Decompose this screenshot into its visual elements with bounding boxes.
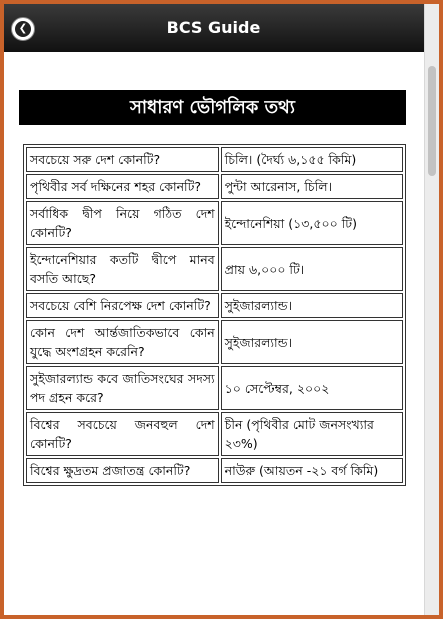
table-row — [26, 320, 403, 364]
question-cell: সবচেয়ে বেশি নিরপেক্ষ দেশ কোনটি? — [26, 293, 219, 318]
answer-cell: ১০ সেপ্টেম্বর, ২০০২ — [221, 366, 403, 410]
top-bar — [4, 4, 439, 52]
table-row — [26, 366, 403, 410]
answer-cell: সুইজারল্যান্ড। — [221, 293, 403, 318]
question-cell: পৃথিবীর সর্ব দক্ষিনের শহর কোনটি? — [26, 174, 219, 199]
question-cell: ইন্দোনেশিয়ার কতটি দ্বীপে মানব বসতি আছে? — [26, 247, 219, 291]
table-row — [26, 247, 403, 291]
answer-cell: ইন্দোনেশিয়া (১৩,৫০০ টি) — [221, 201, 403, 245]
app-title: BCS Guide — [166, 18, 261, 37]
table-row — [26, 147, 403, 172]
question-cell: বিশ্বের ক্ষুদ্রতম প্রজাতন্ত্র কোনটি? — [26, 458, 219, 483]
question-cell: সবচেয়ে সরু দেশ কোনটি? — [26, 147, 219, 172]
table-row — [26, 412, 403, 456]
table-row — [26, 174, 403, 199]
answer-cell: সুইজারল্যান্ড। — [221, 320, 403, 364]
chevron-left-icon: ❮ — [15, 21, 31, 37]
question-cell: সুইজারল্যান্ড কবে জাতিসংঘের সদস্য পদ গ্রহন করে? — [26, 366, 219, 410]
answer-cell: চীন (পৃথিবীর মোট জনসংখ্যার ২৩%) — [221, 412, 403, 456]
facts-table — [23, 144, 406, 486]
scroll-thumb[interactable] — [428, 66, 436, 176]
section-heading: সাধারণ ভৌগলিক তথ্য — [19, 90, 406, 125]
answer-cell: চিলি। (দৈর্ঘ্য ৬,১৫৫ কিমি) — [221, 147, 403, 172]
answer-cell: প্রায় ৬,০০০ টি। — [221, 247, 403, 291]
question-cell: কোন দেশ আর্ন্তজাতিকভাবে কোন যুদ্ধে অংশগ্রহন করেনি? — [26, 320, 219, 364]
answer-cell: পুন্টা আরেনাস, চিলি। — [221, 174, 403, 199]
table-row — [26, 201, 403, 245]
table-row — [26, 458, 403, 483]
table-row — [26, 293, 403, 318]
question-cell: সর্বাধিক দ্বীপ নিয়ে গঠিত দেশ কোনটি? — [26, 201, 219, 245]
scrollbar[interactable] — [424, 4, 439, 615]
answer-cell: নাউরু (আয়তন -২১ বর্গ কিমি) — [221, 458, 403, 483]
app-frame — [4, 4, 439, 615]
question-cell: বিশ্বের সবচেয়ে জনবহুল দেশ কোনটি? — [26, 412, 219, 456]
